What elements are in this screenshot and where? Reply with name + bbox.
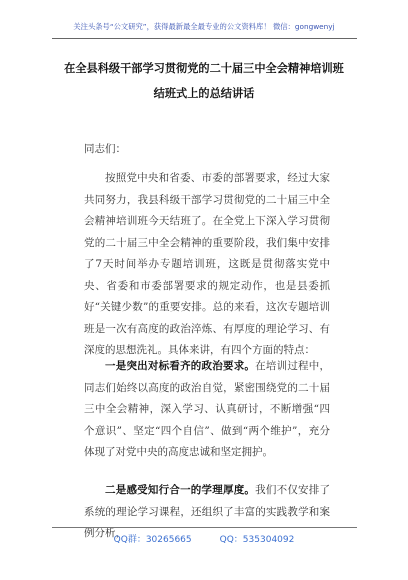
page-header: 关注头条号“公文研究”，获得最新最全最专业的公文资料库！ 微信：gongwenyj <box>73 22 335 31</box>
salutation: 同志们： <box>84 143 126 155</box>
paragraph-intro <box>84 168 330 362</box>
paragraph-text: 按照党中央和省委、市委的部署要求，经过大家共同努力，我县科级干部学习贯彻党的二十届三中全会精神培训班今天结班了。在全党上下深入学习贯彻党的二十届三中全会精神的重要阶段，我们集中安排了7天时间举办专题培训班，这既是贯彻落实党中央、省委和市委部署要求的规定动作，也是县委抓好“关键少数”的重要安排。总的来看，这次专题培训班是一次有高度的政治淬炼、有厚度的理论学习、有深度的思想洗礼。具体来讲，有四个方面的特点： <box>84 172 330 356</box>
paragraph-lead: 二是感受知行合一的学理厚度。 <box>105 484 256 496</box>
document-title-line-2: 结班式上的总结讲话 <box>153 87 255 100</box>
header-divider <box>52 38 357 39</box>
page-footer <box>0 532 408 545</box>
footer-qq-group: QQ群：30265665 <box>113 535 192 545</box>
paragraph-text: 我们不仅安排了系统的理论学习课程，还组织了丰富的实践教学和案例分析， <box>84 484 331 539</box>
document-title-line-1: 在全县科级干部学习贯彻党的二十届三中全会精神培训班 <box>64 62 344 75</box>
footer-divider <box>52 527 357 528</box>
footer-qq: QQ：535304092 <box>219 535 295 545</box>
paragraph-lead: 一是突出对标看齐的政治要求。 <box>105 360 256 372</box>
paragraph-text: 在培训过程中，同志们始终以高度的政治自觉，紧密围绕党的二十届三中全会精神，深入学习、认真研讨，不断增强“四个意识”、坚定“四个自信”、做到“两个维护”，充分体现了对党中央的高度忠诚和坚定拥护。 <box>84 360 331 458</box>
paragraph-point-1 <box>84 356 330 464</box>
